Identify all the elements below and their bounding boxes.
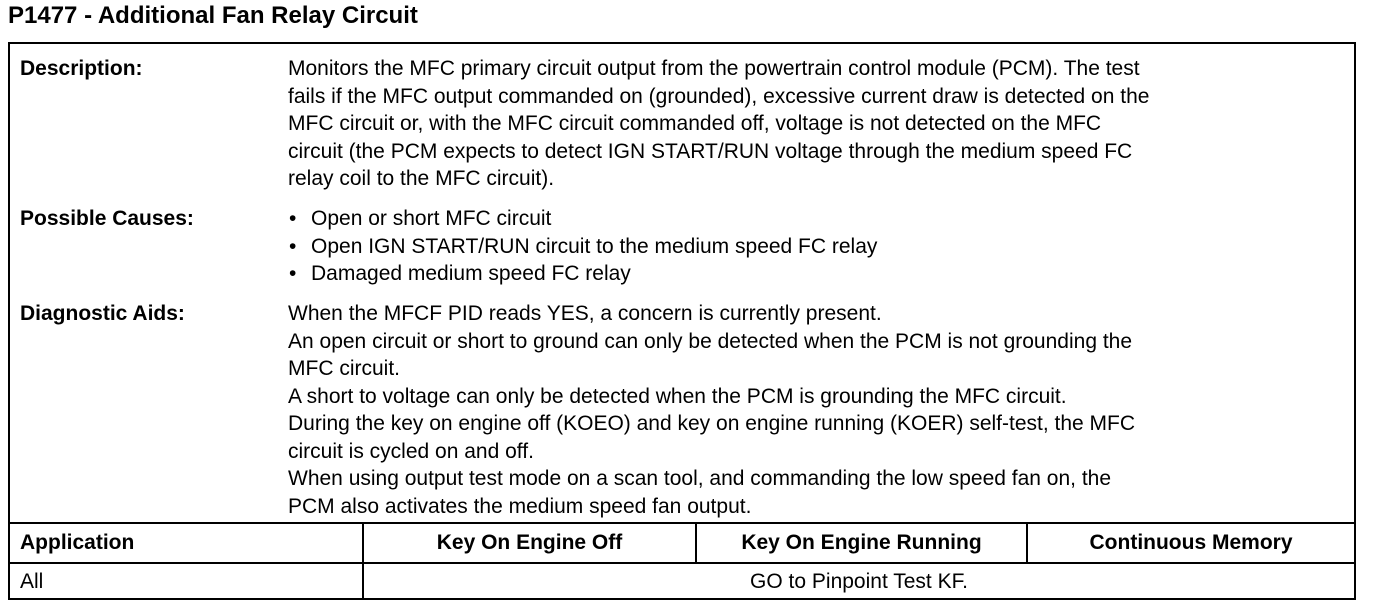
diagnostic-line: An open circuit or short to ground can only be detected when the PCM is not grounding the — [288, 329, 1133, 353]
page-title: P1477 - Additional Fan Relay Circuit — [8, 2, 418, 29]
list-item: • Damaged medium speed FC relay — [288, 260, 1352, 288]
list-item: • Open IGN START/RUN circuit to the medium speed FC relay — [288, 233, 1352, 261]
diagnostic-line: During the key on engine off (KOEO) and key on engine running (KOER) self-test, the MFC — [288, 412, 1136, 435]
diagnostic-line: When using output test mode on a scan tool, and commanding the low speed fan on, the — [288, 467, 1112, 490]
diagnostic-line: MFC circuit. — [288, 357, 400, 380]
list-item: • Open or short MFC circuit — [288, 205, 1352, 233]
table-header-rule — [10, 562, 1354, 564]
column-header-koer: Key On Engine Running — [741, 531, 982, 554]
possible-causes-label: Possible Causes: — [20, 207, 194, 230]
description-line: fails if the MFC output commanded on (grounded), excessive current draw is detected on the — [288, 84, 1150, 108]
possible-causes-list — [288, 205, 1352, 288]
column-header-continuous-memory: Continuous Memory — [1089, 531, 1293, 554]
column-header-koeo: Key On Engine Off — [436, 531, 623, 554]
diagnostic-line: circuit is cycled on and off. — [288, 439, 534, 463]
diagnostic-line: PCM also activates the medium speed fan output. — [288, 494, 752, 518]
description-line: relay coil to the MFC circuit). — [288, 167, 555, 190]
description-label: Description: — [20, 57, 143, 80]
diagnostic-line: When the MFCF PID reads YES, a concern is currently present. — [288, 302, 882, 325]
diagnostic-aids-label: Diagnostic Aids: — [20, 302, 185, 325]
dtc-info-box — [8, 42, 1356, 600]
description-text — [288, 55, 1352, 193]
column-header-application: Application — [20, 531, 135, 554]
application-value: All — [20, 570, 44, 593]
diagnostic-aids-text — [288, 300, 1352, 520]
table-top-rule — [10, 522, 1354, 524]
diagnostic-line: A short to voltage can only be detected when the PCM is grounding the MFC circuit. — [288, 384, 1067, 408]
description-line: Monitors the MFC primary circuit output from the powertrain control module (PCM). The test — [288, 57, 1140, 80]
description-line: MFC circuit or, with the MFC circuit commanded off, voltage is not detected on the MFC — [288, 112, 1102, 135]
pinpoint-test-instruction: GO to Pinpoint Test KF. — [750, 570, 968, 593]
description-line: circuit (the PCM expects to detect IGN START/RUN voltage through the medium speed FC — [288, 139, 1133, 163]
